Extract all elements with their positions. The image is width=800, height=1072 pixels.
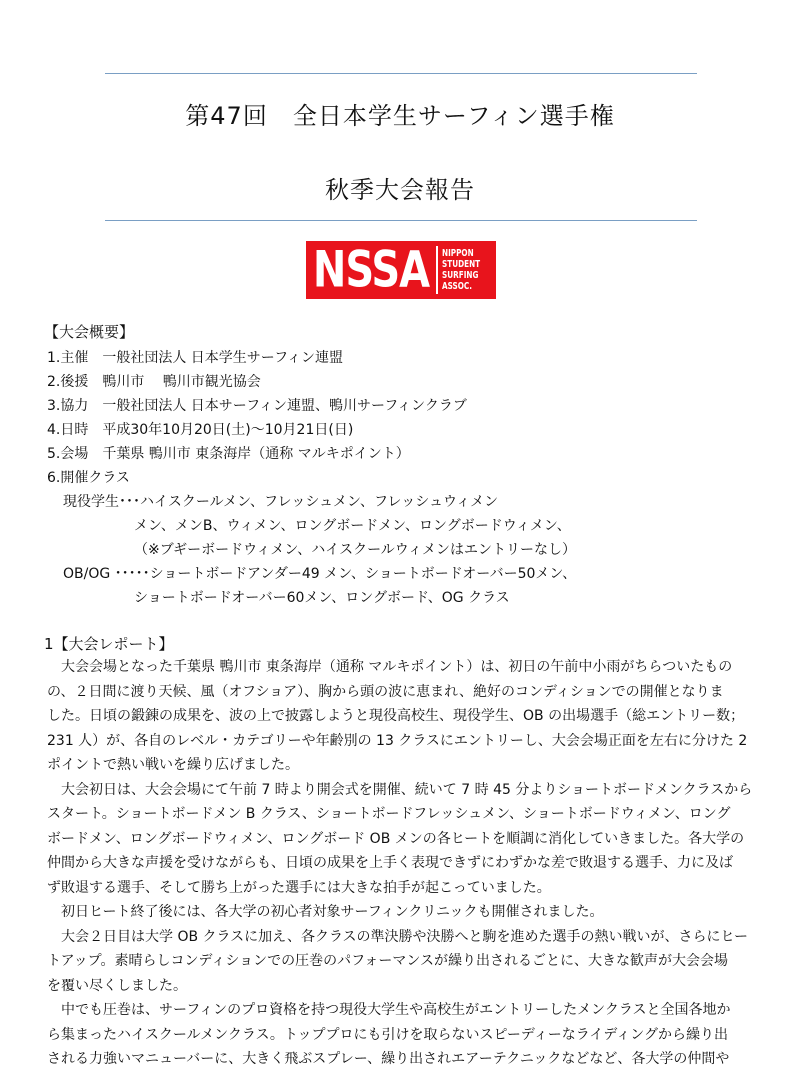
logo-divider xyxy=(436,246,438,294)
logo-line: NIPPON xyxy=(442,248,474,259)
report-line: 仲間から大きな声援を受けながらも、日頃の成果を上手く表現できずにわずかな差で敗退する選手、力に及ば xyxy=(47,855,733,871)
class-current-note: （※ブギーボードウィメン、ハイスクールウィメンはエントリーなし） xyxy=(134,542,576,558)
overview-item: 4.日時 平成30年10月20日(土)～10月21日(日) xyxy=(47,422,354,438)
report-line: ず敗退する選手、そして勝ち上がった選手には大きな拍手が起こっていました。 xyxy=(47,879,551,896)
report-line: 中でも圧巻は、サーフィンのプロ資格を持つ現役大学生や高校生がエントリーしたメンクラスと全国各地か xyxy=(47,1002,731,1018)
report-line: 大会２日目は大学 OB クラスに加え、各クラスの準決勝や決勝へと駒を進めた選手の熱い戦いが、さらにヒー xyxy=(47,928,748,945)
logo-line: ASSOC. xyxy=(442,281,473,292)
report-line: ら集まったハイスクールメンクラス。トッププロにも引けを取らないスピーディーなライディングから繰り出 xyxy=(47,1026,728,1043)
overview-item: 3.協力 一般社団法人 日本サーフィン連盟、鴨川サーフィンクラブ xyxy=(47,398,467,414)
logo-subtext xyxy=(442,248,480,292)
report-line: ポイントで熱い戦いを繰り広げました。 xyxy=(47,757,299,773)
report-line: ボードメン、ロングボードウィメン、ロングボード OB メンの各ヒートを順調に消化していきました。各大学の xyxy=(47,830,745,847)
overview-item: 1.主催 一般社団法人 日本学生サーフィン連盟 xyxy=(47,350,343,366)
page-subtitle: 秋季大会報告 xyxy=(325,176,475,204)
page-title: 第47回 全日本学生サーフィン選手権 xyxy=(185,102,615,130)
report-line: した。日頃の鍛錬の成果を、波の上で披露しようと現役高校生、現役学生、OB の出場選手（総エントリー数； xyxy=(47,708,745,724)
report-line: 大会会場となった千葉県 鴨川市 東条海岸（通称 マルキポイント）は、初日の午前中小雨がちらついたもの xyxy=(47,659,733,675)
overview-item: 2.後援 鴨川市 鴨川市観光協会 xyxy=(47,374,261,390)
report-line: される力強いマニューバーに、大きく飛ぶスプレー、繰り出されエアーテクニックなどなど、各大学の仲間や xyxy=(47,1051,730,1067)
overview-heading: 【大会概要】 xyxy=(44,323,135,341)
nssa-logo xyxy=(306,241,496,299)
report-line: 初日ヒート終了後には、各大学の初心者対象サーフィンクリニックも開催されました。 xyxy=(47,904,604,920)
class-current: 現役学生･･･ハイスクールメン、フレッシュメン、フレッシュウィメン xyxy=(63,494,499,510)
logo-main-text: NSSA xyxy=(312,241,430,299)
bottom-rule xyxy=(105,220,697,221)
logo-line: STUDENT xyxy=(442,259,481,270)
top-rule xyxy=(105,73,697,74)
class-obog-cont: ショートボードオーバー60メン、ロングボード、OG クラス xyxy=(134,590,510,606)
report-line: トアップ。素晴らしコンディションでの圧巻のパフォーマンスが繰り出されるごとに、大きな歓声が大会会場 xyxy=(47,953,728,969)
report-line: を覆い尽くしました。 xyxy=(47,977,187,994)
report-body xyxy=(47,655,757,1072)
report-line: 大会初日は、大会会場にて午前 7 時より開会式を開催、続いて 7 時 45 分よりショートボードメンクラスから xyxy=(47,781,753,798)
overview-item: 5.会場 千葉県 鴨川市 東条海岸（通称 マルキポイント） xyxy=(47,446,410,462)
class-obog: OB/OG ･････ショートボードアンダー49 メン、ショートボードオーバー50メン、 xyxy=(63,566,577,582)
report-line: 231 人）が、各自のレベル・カテゴリーや年齢別の 13 クラスにエントリーし、大会会場正面を左右に分けた 2 xyxy=(47,732,748,749)
class-current-cont: メン、メンB、ウィメン、ロングボードメン、ロングボードウィメン、 xyxy=(134,518,571,534)
report-line: スタート。ショートボードメン B クラス、ショートボードフレッシュメン、ショートボードウィメン、ロング xyxy=(47,806,731,822)
logo-line: SURFING xyxy=(442,270,479,281)
overview-item: 6.開催クラス xyxy=(47,470,130,486)
report-line: の、２日間に渡り天候、風（オフショア）、胸から頭の波に恵まれ、絶好のコンディションでの開催となりま xyxy=(47,683,724,700)
report-heading: 1【大会レポート】 xyxy=(44,635,174,653)
